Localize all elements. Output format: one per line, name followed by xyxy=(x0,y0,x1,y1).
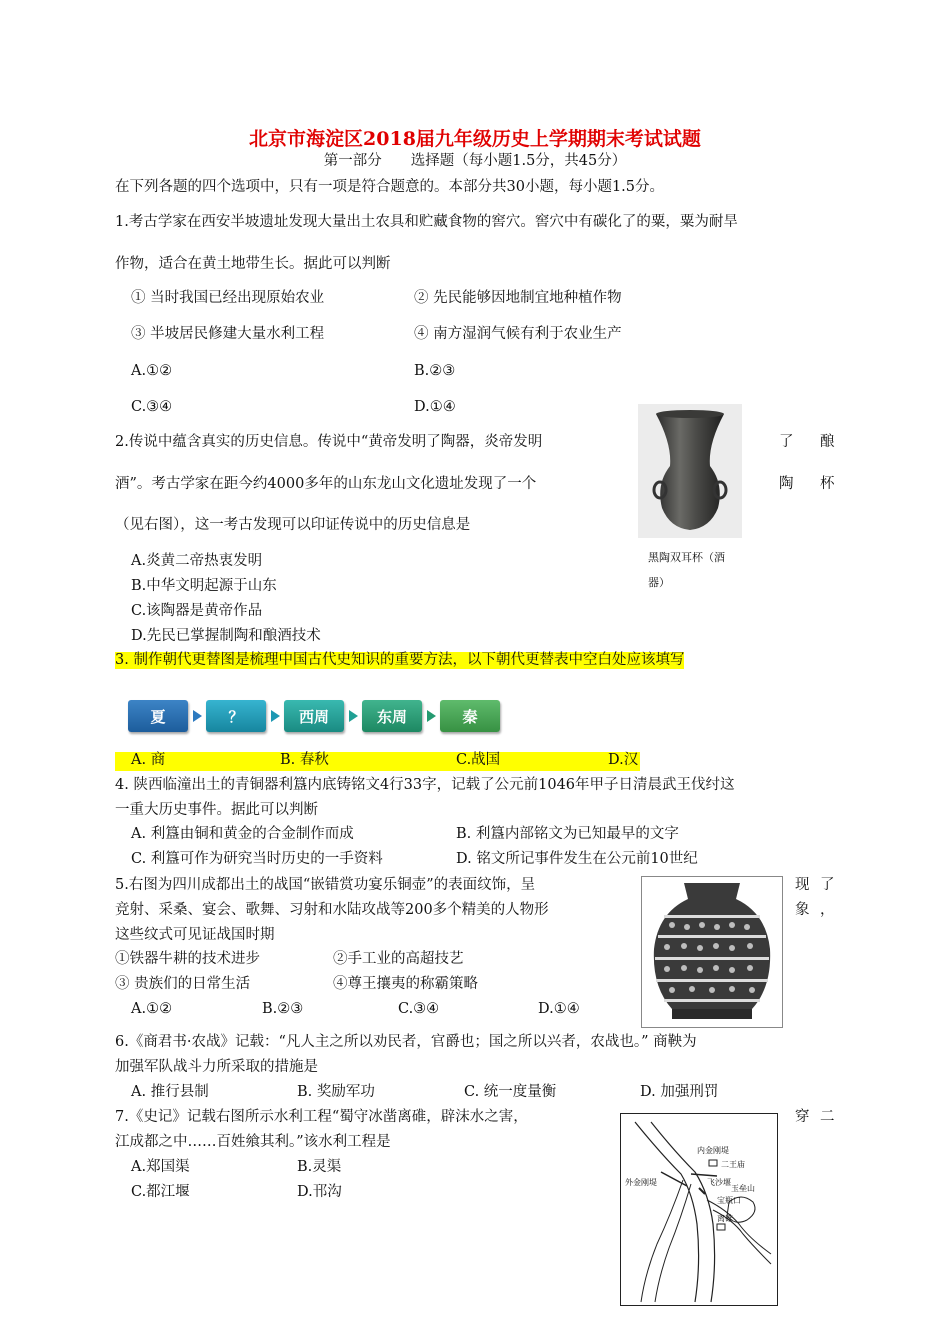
q6-option-b[interactable]: B. 奖励军功 xyxy=(297,1084,375,1100)
q6-option-c[interactable]: C. 统一度量衡 xyxy=(464,1084,557,1100)
q2-stem-line1-end2: 酿 xyxy=(820,434,835,450)
dynasty-box-4: 东周 xyxy=(362,700,422,732)
q5-option-d[interactable]: D.①④ xyxy=(538,1001,580,1017)
q3-options-highlight xyxy=(115,752,640,771)
q3-option-c[interactable]: C.战国 xyxy=(456,752,501,768)
q1-stem-line2: 作物，适合在黄土地带生长。据此可以判断 xyxy=(115,256,391,272)
q6-option-a[interactable]: A. 推行县制 xyxy=(131,1084,209,1100)
q5-stem-line1: 5.右图为四川成都出土的战国“嵌错赏功宴乐铜壶”的表面纹饰，呈 xyxy=(115,877,536,893)
q4-option-a[interactable]: A. 利簋由铜和黄金的合金制作而成 xyxy=(131,826,354,842)
q7-option-c[interactable]: C.都江堰 xyxy=(131,1184,190,1200)
q7-stem-line1-end1: 穿 xyxy=(795,1109,810,1125)
q5-statement-1: ①铁器牛耕的技术进步 xyxy=(115,951,260,967)
q1-option-c[interactable]: C.③④ xyxy=(131,399,173,415)
q3-option-d[interactable]: D.汉 xyxy=(608,752,639,768)
map-label-feisha-weir: 飞沙堰 xyxy=(707,1178,731,1187)
q7-option-b[interactable]: B.灵渠 xyxy=(297,1159,342,1175)
q6-stem-line2: 加强军队战斗力所采取的措施是 xyxy=(115,1059,318,1075)
q5-stem-line2: 竞射、采桑、宴会、歌舞、习射和水陆攻战等200多个精美的人物形 xyxy=(115,902,549,918)
q2-stem-line1-end1: 了 xyxy=(779,434,794,450)
arrow-icon xyxy=(349,710,358,722)
q5-option-b[interactable]: B.②③ xyxy=(262,1001,304,1017)
q1-stem-line1: 1.考古学家在西安半坡遗址发现大量出土农具和贮藏食物的窖穴。窖穴中有碳化了的粟，粟为耐旱 xyxy=(115,214,738,230)
q5-stem-line2-end1: 象 xyxy=(795,902,810,918)
q4-option-d[interactable]: D. 铭文所记事件发生在公元前10世纪 xyxy=(456,851,698,867)
q3-stem: 3. 制作朝代更替图是梳理中国古代史知识的重要方法，以下朝代更替表中空白处应该填写 xyxy=(115,652,685,668)
dujiangyan-map xyxy=(620,1113,778,1306)
q2-stem-line2: 酒”。考古学家在距今约4000多年的山东龙山文化遗址发现了一个 xyxy=(115,476,537,492)
q5-stem-line1-end1: 现 xyxy=(795,877,810,893)
q1-statement-3: ③ 半坡居民修建大量水利工程 xyxy=(131,326,325,342)
dynasty-box-2: ？ xyxy=(206,700,266,732)
q2-option-d[interactable]: D.先民已掌握制陶和酿酒技术 xyxy=(131,628,321,644)
bronze-pot-image xyxy=(641,876,783,1028)
q1-option-d[interactable]: D.①④ xyxy=(414,399,456,415)
q3-option-a[interactable]: A. 商 xyxy=(131,752,166,768)
q2-stem-line3: （见右图），这一考古发现可以印证传说中的历史信息是 xyxy=(115,517,471,533)
q7-stem-line1: 7.《史记》记载右图所示水利工程“蜀守冰凿离碓，辟沫水之害， xyxy=(115,1109,528,1125)
dynasty-box-1: 夏 xyxy=(128,700,188,732)
arrow-icon xyxy=(271,710,280,722)
q4-option-c[interactable]: C. 利簋可作为研究当时历史的一手资料 xyxy=(131,851,383,867)
q7-stem-line2: 江成都之中……百姓飨其利。”该水利工程是 xyxy=(115,1134,391,1150)
map-label-yulei-mountain: 玉垒山 xyxy=(731,1184,755,1193)
map-label-inner-dike: 内金刚堤 xyxy=(697,1146,729,1155)
q2-stem-line1: 2.传说中蕴含真实的历史信息。传说中“黄帝发明了陶器，炎帝发明 xyxy=(115,434,543,450)
q1-statement-1: ① 当时我国已经出现原始农业 xyxy=(131,290,325,306)
map-label-li-dui: 离碓 xyxy=(717,1214,733,1223)
map-label-outer-dike: 外金刚堤 xyxy=(625,1178,657,1187)
page-title: 北京市海淀区2018届九年级历史上学期期末考试试题 xyxy=(249,128,701,150)
q6-option-d[interactable]: D. 加强刑罚 xyxy=(640,1084,719,1100)
dynasty-box-3: 西周 xyxy=(284,700,344,732)
q1-option-a[interactable]: A.①② xyxy=(131,363,173,379)
q5-stem-line3: 这些纹式可见证战国时期 xyxy=(115,927,275,943)
q1-option-b[interactable]: B.②③ xyxy=(414,363,456,379)
q2-option-c[interactable]: C.该陶器是黄帝作品 xyxy=(131,603,263,619)
q5-statement-3: ③ 贵族们的日常生活 xyxy=(115,976,251,992)
dynasty-box-5: 秦 xyxy=(440,700,500,732)
q1-statement-4: ④ 南方湿润气候有利于农业生产 xyxy=(414,326,622,342)
q6-stem-line1: 6.《商君书·农战》记载：“凡人主之所以劝民者，官爵也；国之所以兴者，农战也。” 商鞅为 xyxy=(115,1034,697,1050)
q4-option-b[interactable]: B. 利簋内部铭文为已知最早的文字 xyxy=(456,826,679,842)
q2-option-a[interactable]: A.炎黄二帝热衷发明 xyxy=(131,553,263,569)
q2-stem-line2-end2: 杯 xyxy=(820,476,835,492)
q5-stem-line2-end2: ， xyxy=(820,902,835,918)
arrow-icon xyxy=(193,710,202,722)
q1-statement-2: ② 先民能够因地制宜地种植作物 xyxy=(414,290,622,306)
q5-statement-2: ②手工业的高超技艺 xyxy=(333,951,464,967)
pottery-caption-line1: 黑陶双耳杯（酒 xyxy=(648,551,725,564)
q7-option-a[interactable]: A.郑国渠 xyxy=(131,1159,190,1175)
q3-option-b[interactable]: B. 春秋 xyxy=(280,752,329,768)
q5-stem-line1-end2: 了 xyxy=(820,877,835,893)
q2-stem-line2-end1: 陶 xyxy=(779,476,794,492)
instruction-text: 在下列各题的四个选项中，只有一项是符合题意的。本部分共30小题，每小题1.5分。 xyxy=(115,179,665,195)
section-subtitle: 第一部分 选择题（每小题1.5分，共45分） xyxy=(323,153,627,169)
pottery-caption-line2: 器） xyxy=(648,576,670,589)
map-label-erwang-temple: 二王庙 xyxy=(721,1160,745,1169)
q2-option-b[interactable]: B.中华文明起源于山东 xyxy=(131,578,277,594)
q7-option-d[interactable]: D.邗沟 xyxy=(297,1184,342,1200)
q5-statement-4: ④尊王攘夷的称霸策略 xyxy=(333,976,478,992)
q4-stem-line2: 一重大历史事件。据此可以判断 xyxy=(115,802,318,818)
map-label-baoping-kou: 宝瓶口 xyxy=(717,1196,741,1205)
q7-stem-line1-end2: 二 xyxy=(820,1109,835,1125)
q5-option-a[interactable]: A.①② xyxy=(131,1001,173,1017)
arrow-icon xyxy=(427,710,436,722)
q4-stem-line1: 4. 陕西临潼出土的青铜器利簋内底铸铭文4行33字，记载了公元前1046年甲子日清晨武王伐纣这 xyxy=(115,777,735,793)
q5-option-c[interactable]: C.③④ xyxy=(398,1001,440,1017)
pottery-cup-image xyxy=(638,404,742,538)
